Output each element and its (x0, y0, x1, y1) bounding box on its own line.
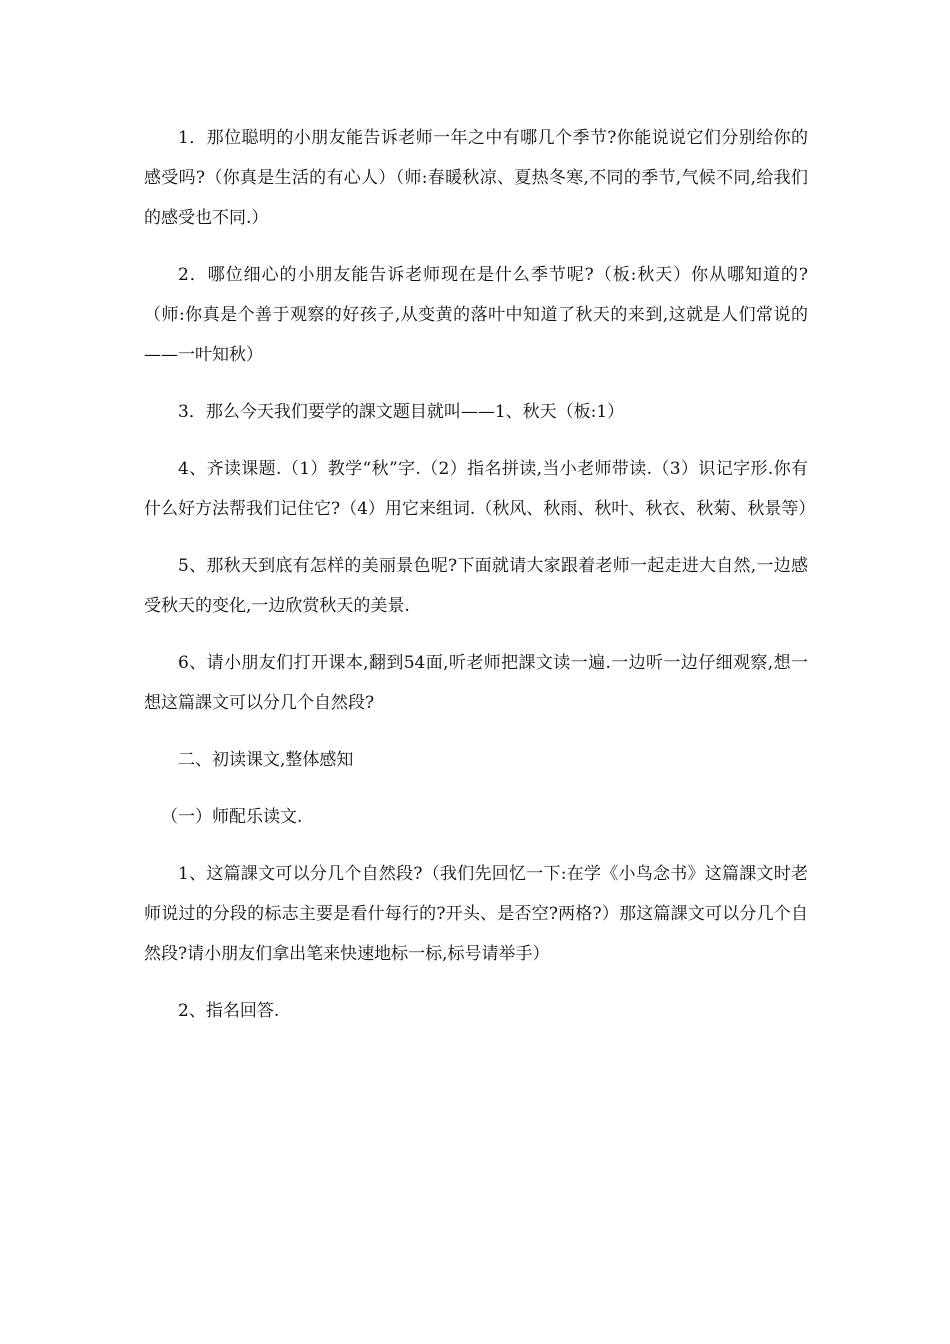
paragraph-8: 2、指名回答. (178, 1001, 280, 1021)
paragraph-5: 5、那秋天到底有怎样的美丽景色呢?下面就请大家跟着老师一起走进大自然,一边感受秋天的变化,一边欣赏秋天的美景. (144, 556, 808, 616)
subsection-heading: （一）师配乐读文. (161, 807, 303, 827)
paragraph-2: 2．哪位细心的小朋友能告诉老师现在是什么季节呢?（板:秋天）你从哪知道的?（师:你真是个善于观察的好孩子,从变黄的落叶中知道了秋天的来到,这就是人们常说的——一叶知秋） (144, 265, 808, 365)
section-heading: 二、初读课文,整体感知 (178, 750, 354, 770)
paragraph-4: 4、齐读课题.（1）教学“秋”字.（2）指名拼读,当小老师带读.（3）识记字形.你有什么好方法帮我们记住它?（4）用它来组词.（秋风、秋雨、秋叶、秋衣、秋菊、秋景等） (144, 459, 816, 519)
paragraph-7: 1、这篇課文可以分几个自然段?（我们先回忆一下:在学《小鸟念书》这篇課文时老师说过的分段的标志主要是看什每行的?开头、是否空?两格?）那这篇課文可以分几个自然段?请小朋友们拿出笔来快速地标一标,标号请举手） (144, 864, 808, 964)
paragraph-6: 6、请小朋友们打开课本,翻到54面,听老师把課文读一遍.一边听一边仔细观察,想一想这篇課文可以分几个自然段? (144, 653, 808, 713)
paragraph-1: 1．那位聪明的小朋友能告诉老师一年之中有哪几个季节?你能说说它们分别给你的感受吗?（你真是生活的有心人）（师:春暖秋凉、夏热冬寒,不同的季节,气候不同,给我们的感受也不同.） (144, 128, 808, 228)
paragraph-3: 3．那么今天我们要学的課文题目就叫——1、秋天（板:1） (178, 402, 625, 422)
document-body (144, 118, 816, 1048)
